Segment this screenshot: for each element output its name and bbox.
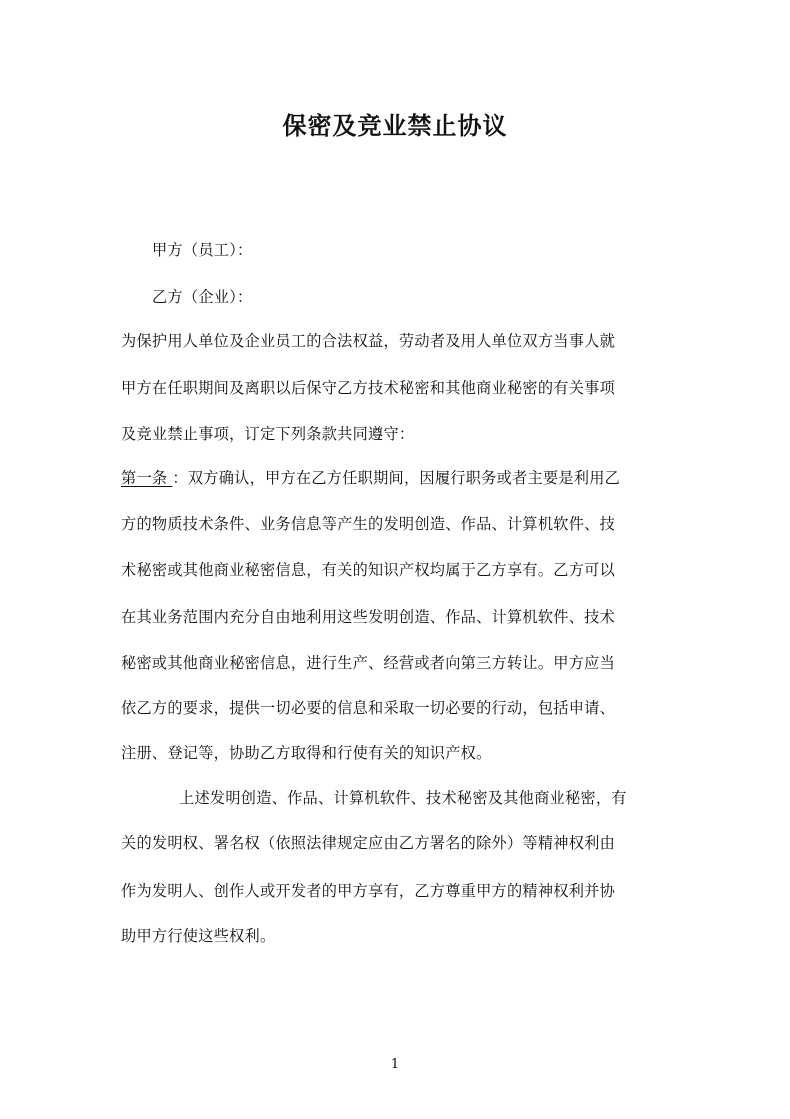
page-number: 1	[390, 1057, 400, 1072]
document-title: 保密及竞业禁止协议	[282, 111, 508, 140]
preamble-line-1: 为保护用人单位及企业员工的合法权益，劳动者及用人单位双方当事人就	[121, 332, 615, 350]
paragraph-2-line-2: 关的发明权、署名权（依照法律规定应由乙方署名的除外）等精神权利由	[121, 834, 615, 852]
article-1-label: 第一条	[121, 469, 173, 487]
article-1-line-4: 在其业务范围内充分自由地利用这些发明创造、作品、计算机软件、技术	[121, 608, 615, 626]
party-a-label: 甲方（员工）：	[152, 241, 253, 259]
article-1-line-5: 秘密或其他商业秘密信息，进行生产、经营或者向第三方转让。甲方应当	[121, 654, 615, 672]
paragraph-2-line-4: 助甲方行使这些权利。	[121, 927, 276, 945]
article-1-line-2: 方的物质技术条件、业务信息等产生的发明创造、作品、计算机软件、技	[121, 515, 615, 533]
article-1-line-7: 注册、登记等，协助乙方取得和行使有关的知识产权。	[121, 744, 492, 762]
article-1-first-line	[121, 466, 620, 490]
preamble-line-3: 及竞业禁止事项，订定下列条款共同遵守：	[121, 425, 415, 443]
paragraph-2-line-3: 作为发明人、创作人或开发者的甲方享有，乙方尊重甲方的精神权利并协	[121, 882, 615, 900]
article-1-line-6: 依乙方的要求，提供一切必要的信息和采取一切必要的行动，包括申请、	[121, 699, 615, 717]
paragraph-2-line-1: 上述发明创造、作品、计算机软件、技术秘密及其他商业秘密，有	[179, 789, 627, 807]
preamble-line-2: 甲方在任职期间及离职以后保守乙方技术秘密和其他商业秘密的有关事项	[121, 379, 615, 397]
article-1-line-3: 术秘密或其他商业秘密信息，有关的知识产权均属于乙方享有。乙方可以	[121, 561, 615, 579]
article-1-first-line-text: ：双方确认，甲方在乙方任职期间，因履行职务或者主要是利用乙	[172, 469, 621, 487]
party-b-label: 乙方（企业）：	[152, 288, 253, 306]
